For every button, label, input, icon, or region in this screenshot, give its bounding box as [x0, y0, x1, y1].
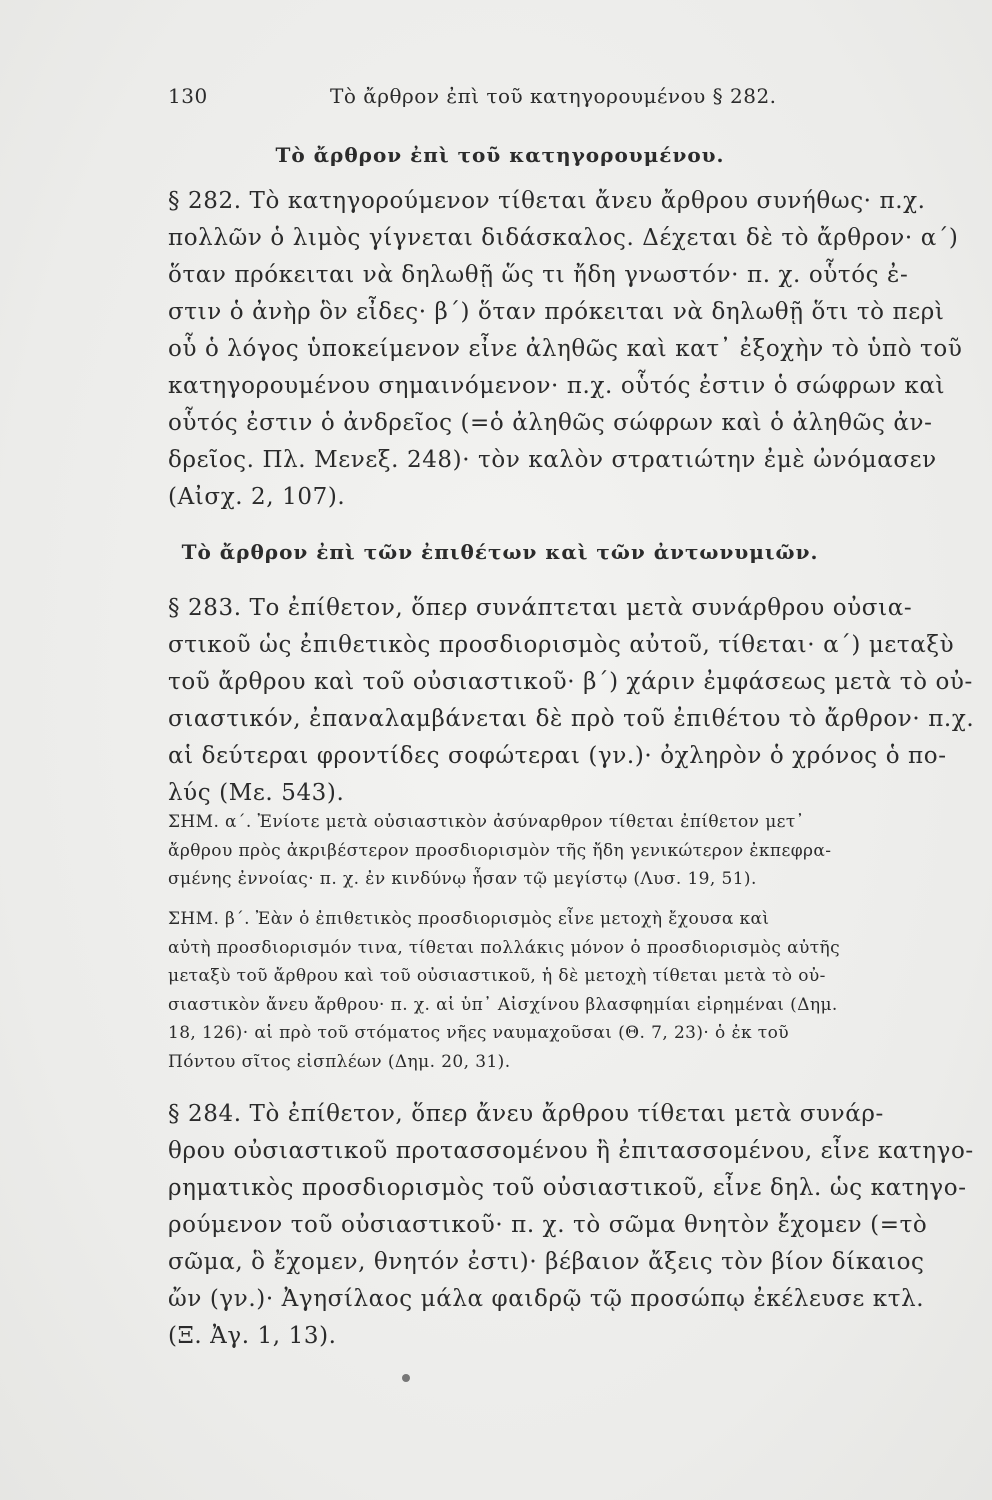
- text-line: σῶμα, ὃ ἔχομεν, θνητόν ἐστι)· βέβαιον ἄξεις τὸν βίον δίκαιος: [168, 1249, 925, 1275]
- text-line: ὤν (γν.)· Ἀγησίλαος μάλα φαιδρῷ τῷ προσώπῳ ἐκέλευσε κτλ.: [168, 1286, 925, 1312]
- note-line: σμένης ἐννοίας· π. χ. ἐν κινδύνῳ ἦσαν τῷ μεγίστῳ (Λυσ. 19, 51).: [168, 869, 757, 889]
- page-number: 130: [168, 84, 208, 108]
- text-line: θρου οὐσιαστικοῦ προτασσομένου ἢ ἐπιτασσομένου, εἶνε κατηγο-: [168, 1138, 974, 1164]
- text-line: στικοῦ ὡς ἐπιθετικὸς προσδιορισμὸς αὐτοῦ, τίθεται· α΄) μεταξὺ: [168, 632, 955, 658]
- note-line: αὐτὴ προσδιορισμόν τινα, τίθεται πολλάκις μόνον ὁ προσδιορισμὸς αὐτῆς: [168, 937, 841, 958]
- running-head-title: Τὸ ἄρθρον ἐπὶ τοῦ κατηγορουμένου § 282.: [330, 84, 777, 108]
- text-line: § 283. Το ἐπίθετον, ὅπερ συνάπτεται μετὰ συνάρθρου οὐσια-: [168, 595, 913, 621]
- text-line: σιαστικόν, ἐπαναλαμβάνεται δὲ πρὸ τοῦ ἐπιθέτου τὸ ἄρθρον· π.χ.: [168, 706, 975, 732]
- note-line: Πόντου σῖτος εἰσπλέων (Δημ. 20, 31).: [168, 1051, 511, 1072]
- paragraph-283: [168, 590, 975, 812]
- text-line: λύς (Με. 543).: [168, 780, 345, 806]
- note-a: [168, 808, 928, 894]
- note-line: 18, 126)· αἱ πρὸ τοῦ στόματος νῆες ναυμαχοῦσαι (Θ. 7, 23)· ὁ ἐκ τοῦ: [168, 1023, 789, 1043]
- text-line: ρούμενον τοῦ οὐσιαστικοῦ· π. χ. τὸ σῶμα θνητὸν ἔχομεν (=τὸ: [168, 1212, 928, 1238]
- text-line: ὅταν πρόκειται νὰ δηλωθῇ ὥς τι ἤδη γνωστόν· π. χ. οὗτός ἐ-: [168, 262, 909, 288]
- note-line: σιαστικὸν ἄνευ ἄρθρου· π. χ. αἱ ὑπ᾽ Αἰσχίνου βλασφημίαι εἰρημέναι (Δημ.: [168, 994, 838, 1015]
- text-line: (Ξ. Ἀγ. 1, 13).: [168, 1323, 337, 1349]
- note-line: μεταξὺ τοῦ ἄρθρου καὶ τοῦ οὐσιαστικοῦ, ἡ δὲ μετοχὴ τίθεται μετὰ τὸ οὐ-: [168, 966, 826, 986]
- text-line: στιν ὁ ἀνὴρ ὃν εἶδες· β΄) ὅταν πρόκειται νὰ δηλωθῇ ὅτι τὸ περὶ: [168, 299, 945, 325]
- text-line: πολλῶν ὁ λιμὸς γίγνεται διδάσκαλος. Δέχεται δὲ τὸ ἄρθρον· α΄): [168, 225, 959, 251]
- note-line: ΣΗΜ. α΄. Ἐνίοτε μετὰ οὐσιαστικὸν ἀσύναρθρον τίθεται ἐπίθετον μετ᾽: [168, 812, 805, 832]
- section-heading-282: Τὸ ἄρθρον ἐπὶ τοῦ κατηγορουμένου.: [275, 143, 725, 167]
- paragraph-284: [168, 1096, 974, 1355]
- text-line: δρεῖος. Πλ. Μενεξ. 248)· τὸν καλὸν στρατιώτην ἐμὲ ὠνόμασεν: [168, 447, 937, 473]
- text-line: (Αἰσχ. 2, 107).: [168, 484, 346, 510]
- text-line: § 282. Τὸ κατηγορούμενον τίθεται ἄνευ ἄρθρου συνήθως· π.χ.: [168, 188, 926, 214]
- paragraph-282: [168, 183, 963, 516]
- text-line: αἱ δεύτεραι φροντίδες σοφώτεραι (γν.)· ὀχληρὸν ὁ χρόνος ὁ πο-: [168, 743, 947, 769]
- text-line: κατηγορουμένου σημαινόμενον· π.χ. οὗτός ἐστιν ὁ σώφρων καὶ: [168, 373, 946, 399]
- note-line: ἄρθρου πρὸς ἀκριβέστερον προσδιορισμὸν τῆς ἤδη γενικώτερον ἐκπεφρα-: [168, 840, 832, 861]
- text-line: § 284. Τὸ ἐπίθετον, ὅπερ ἄνευ ἄρθρου τίθεται μετὰ συνάρ-: [168, 1101, 884, 1127]
- text-line: ρηματικὸς προσδιορισμὸς τοῦ οὐσιαστικοῦ, εἶνε δηλ. ὡς κατηγο-: [168, 1175, 967, 1201]
- text-line: οὗτός ἐστιν ὁ ἀνδρεῖος (=ὁ ἀληθῶς σώφρων καὶ ὁ ἀληθῶς ἀν-: [168, 410, 933, 436]
- note-b: [168, 905, 928, 1076]
- text-line: τοῦ ἄρθρου καὶ τοῦ οὐσιαστικοῦ· β΄) χάριν ἐμφάσεως μετὰ τὸ οὐ-: [168, 669, 973, 695]
- ink-spot: [402, 1374, 410, 1382]
- running-head: [168, 84, 808, 114]
- text-line: οὗ ὁ λόγος ὑποκείμενον εἶνε ἀληθῶς καὶ κατ᾽ ἐξοχὴν τὸ ὑπὸ τοῦ: [168, 336, 963, 362]
- section-heading-283: Τὸ ἄρθρον ἐπὶ τῶν ἐπιθέτων καὶ τῶν ἀντωνυμιῶν.: [181, 540, 819, 564]
- note-line: ΣΗΜ. β΄. Ἐὰν ὁ ἐπιθετικὸς προσδιορισμὸς εἶνε μετοχὴ ἔχουσα καὶ: [168, 909, 770, 929]
